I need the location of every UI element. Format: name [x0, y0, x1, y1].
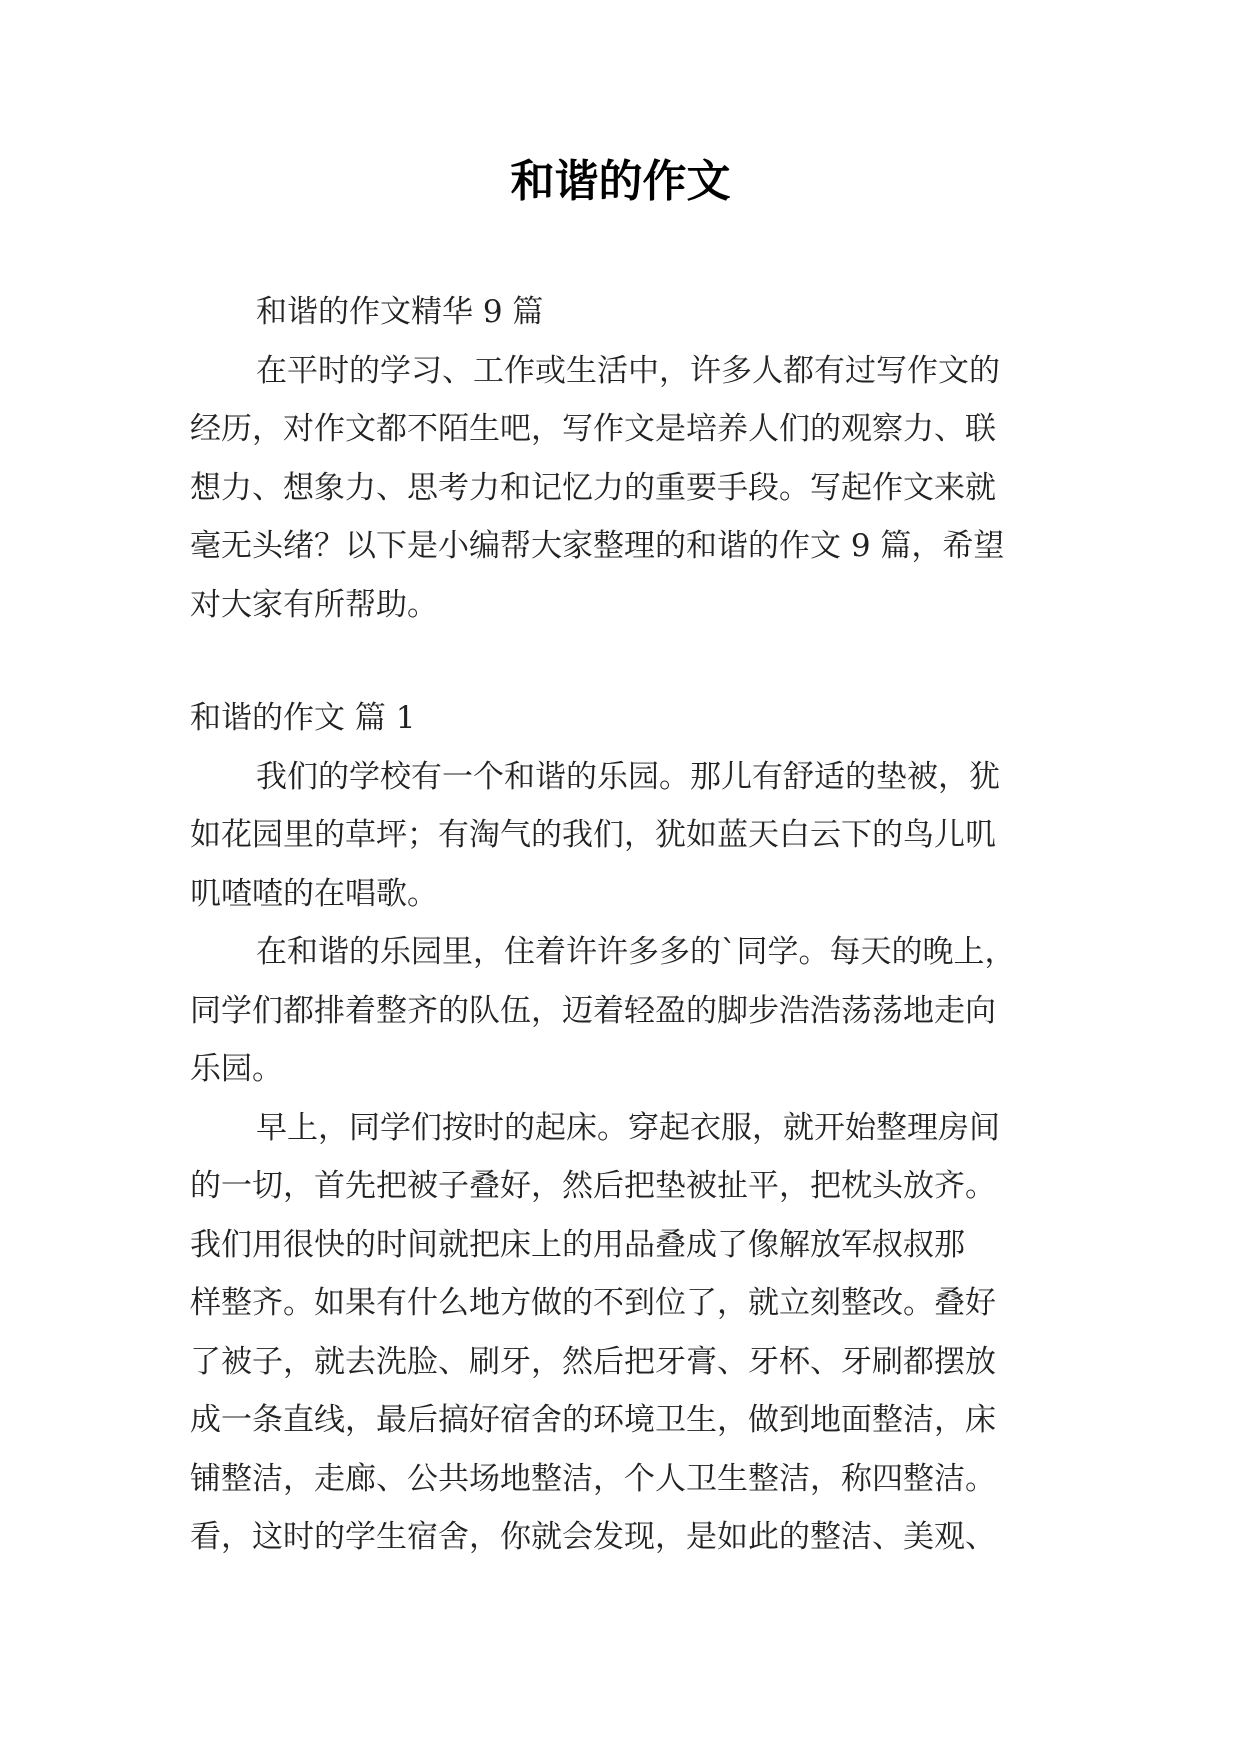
section1-paragraph-3 — [190, 1099, 1061, 1567]
intro-subtitle: 和谐的作文精华 9 篇 — [256, 294, 544, 330]
document-title: 和谐的作文 — [510, 156, 731, 207]
section-heading: 和谐的作文 篇 1 — [190, 700, 416, 736]
paragraph-line: 乐园。 — [190, 1051, 283, 1087]
paragraph-line: 如花园里的草坪；有淘气的我们，犹如蓝天白云下的鸟儿叽 — [190, 817, 996, 853]
section-spacer — [190, 634, 1061, 689]
section1-paragraph-1 — [190, 748, 1061, 924]
paragraph-line: 毫无头绪？以下是小编帮大家整理的和谐的作文 9 篇，希望 — [190, 528, 1005, 564]
paragraph-line: 经历，对作文都不陌生吧，写作文是培养人们的观察力、联 — [190, 411, 996, 447]
paragraph-line: 同学们都排着整齐的队伍，迈着轻盈的脚步浩浩荡荡地走向 — [190, 992, 996, 1029]
document-body — [190, 283, 1061, 1567]
intro-paragraph — [190, 342, 1061, 635]
paragraph-line: 铺整洁，走廊、公共场地整洁，个人卫生整洁，称四整洁。 — [190, 1460, 996, 1497]
paragraph-line: 我们用很快的时间就把床上的用品叠成了像解放军叔叔那 — [190, 1226, 965, 1263]
paragraph-line: 想力、想象力、思考力和记忆力的重要手段。写起作文来就 — [190, 469, 996, 506]
paragraph-line: 看，这时的学生宿舍，你就会发现，是如此的整洁、美观、 — [190, 1519, 996, 1555]
section1-paragraph-2 — [190, 923, 1061, 1099]
paragraph-line: 样整齐。如果有什么地方做的不到位了，就立刻整改。叠好 — [190, 1285, 996, 1321]
paragraph-line: 成一条直线，最后搞好宿舍的环境卫生，做到地面整洁，床 — [190, 1402, 996, 1438]
paragraph-line: 的一切，首先把被子叠好，然后把垫被扯平，把枕头放齐。 — [190, 1168, 996, 1204]
paragraph-line: 我们的学校有一个和谐的乐园。那儿有舒适的垫被，犹 — [256, 758, 1000, 795]
paragraph-line: 早上，同学们按时的起床。穿起衣服，就开始整理房间 — [256, 1109, 1000, 1146]
paragraph-line: 了被子，就去洗脸、刷牙，然后把牙膏、牙杯、牙刷都摆放 — [190, 1343, 996, 1380]
paragraph-line: 叽喳喳的在唱歌。 — [190, 875, 438, 912]
paragraph-line: 对大家有所帮助。 — [190, 586, 438, 623]
paragraph-line: 在和谐的乐园里，住着许许多多的`同学。每天的晚上， — [256, 934, 1016, 970]
paragraph-line: 在平时的学习、工作或生活中，许多人都有过写作文的 — [256, 352, 1000, 389]
